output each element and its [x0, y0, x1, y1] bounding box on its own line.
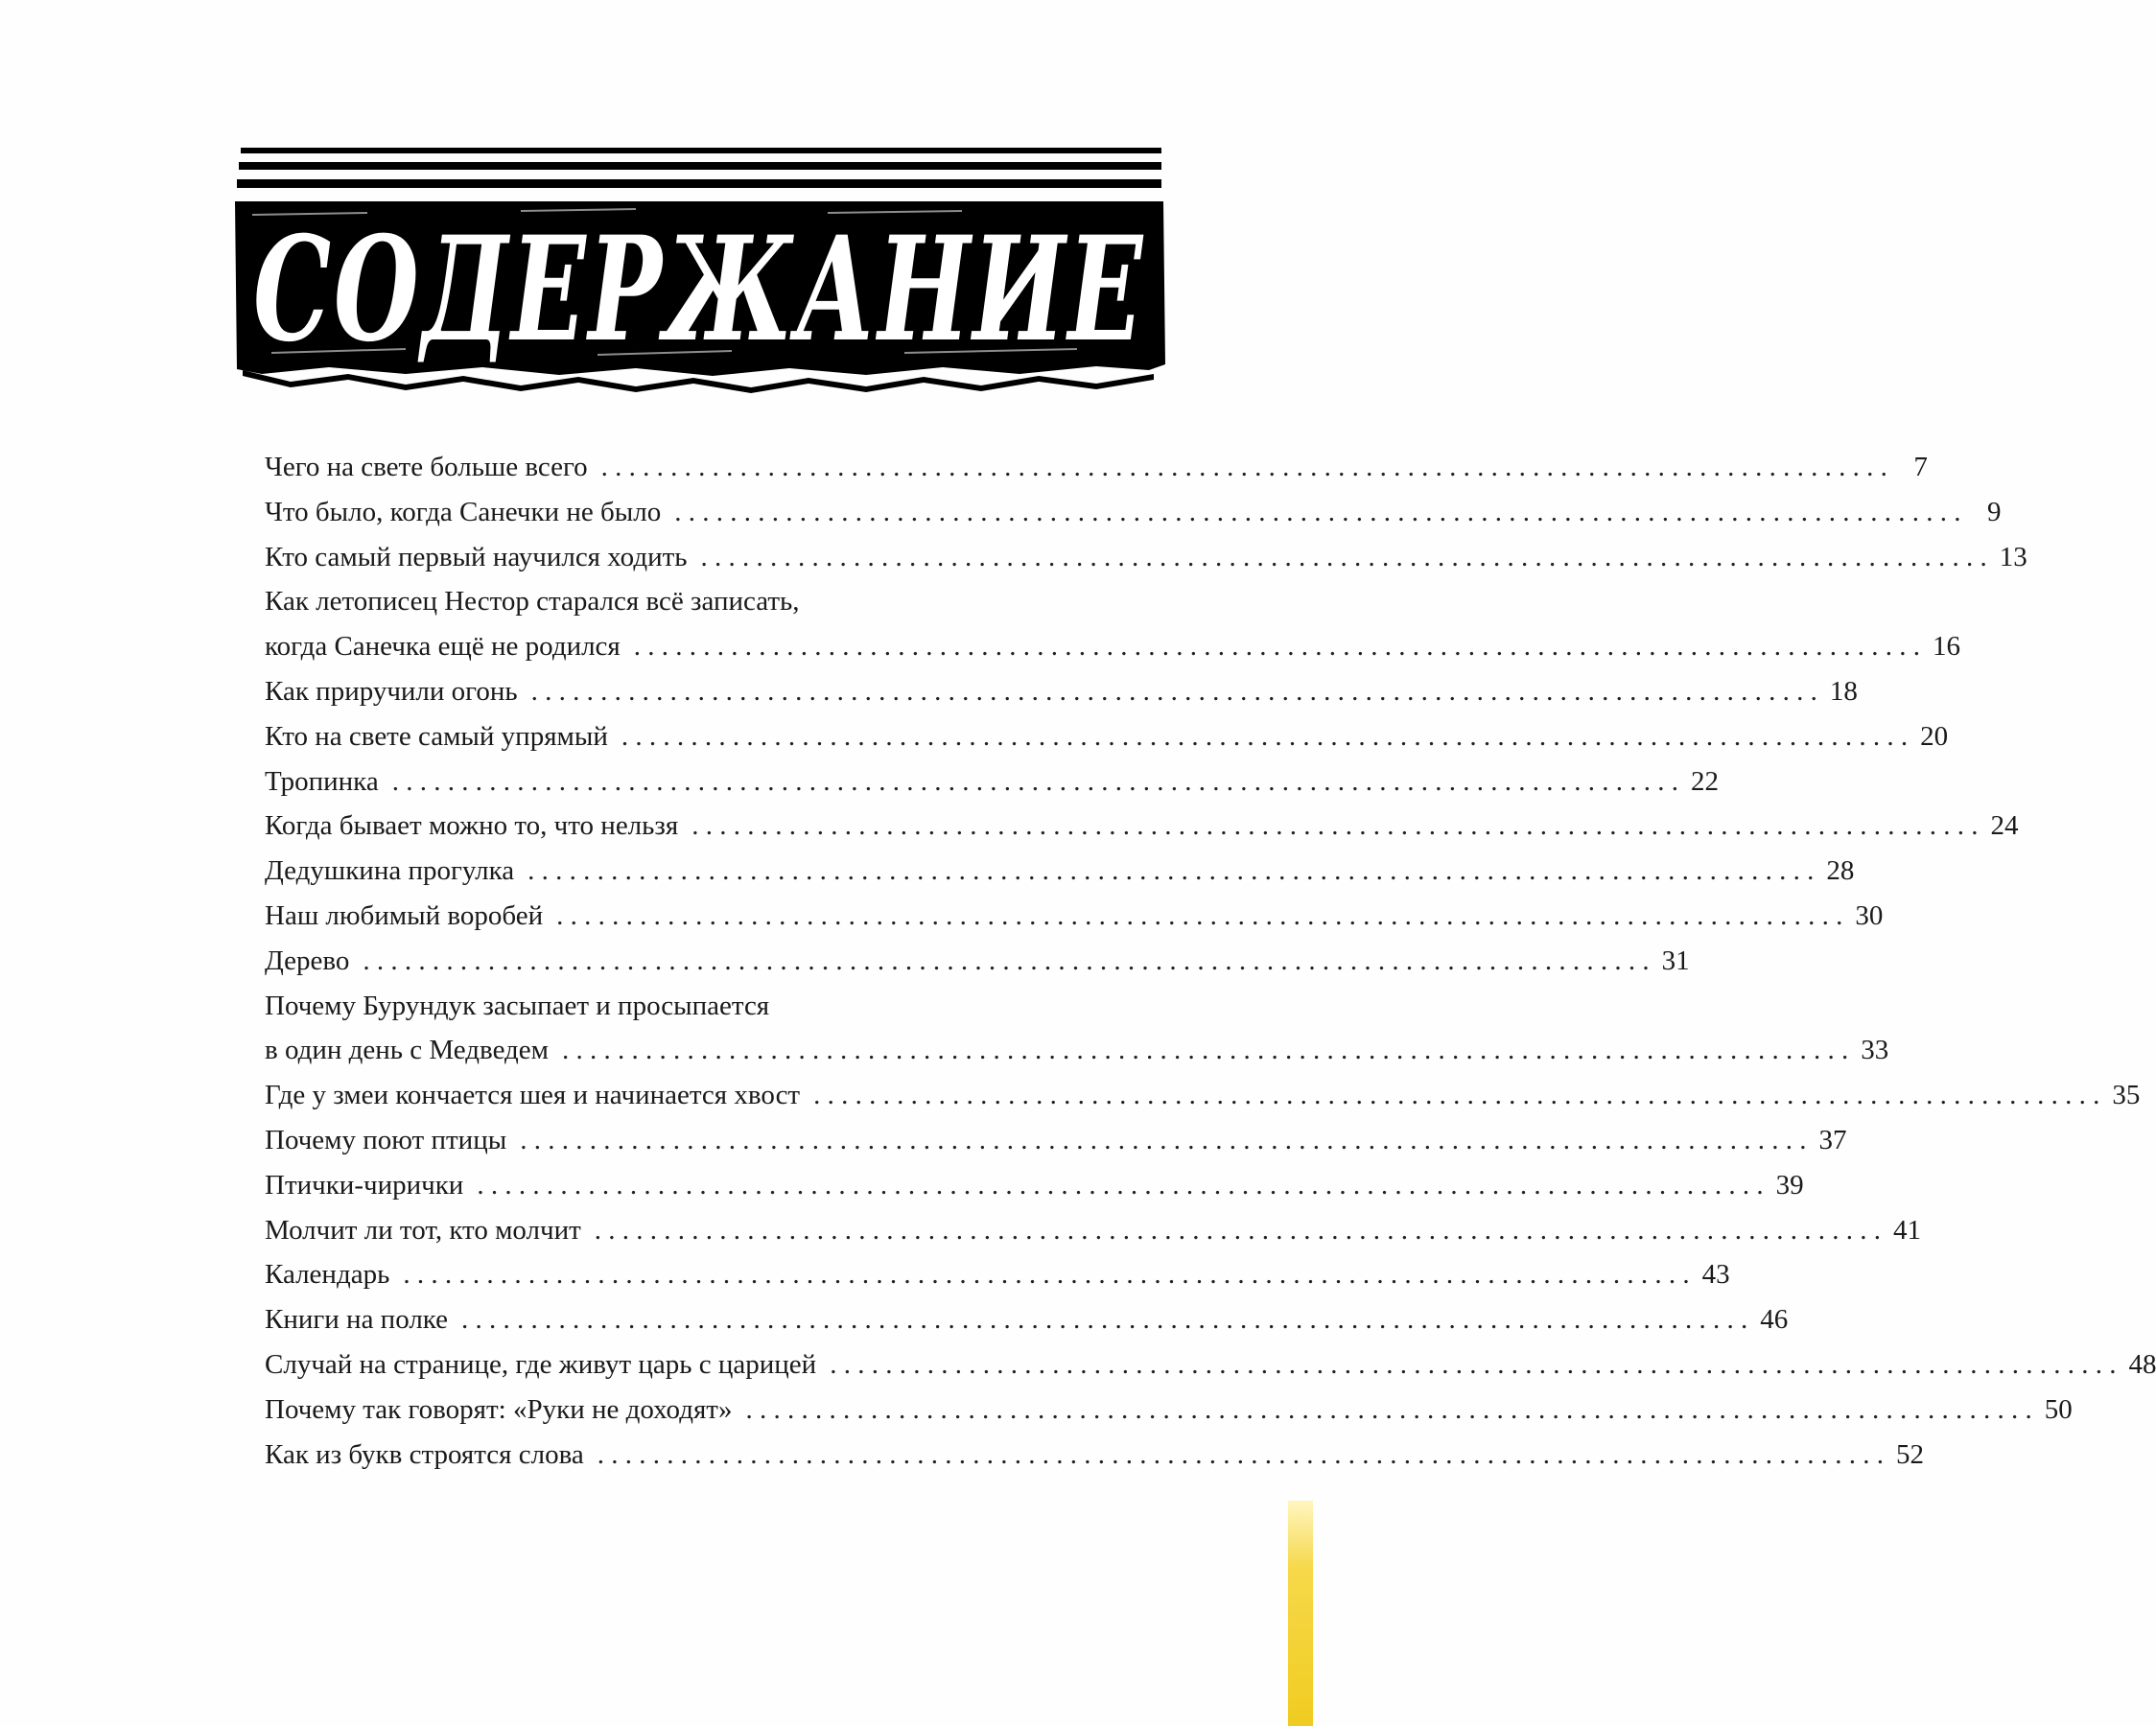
- toc-entry: [265, 804, 2019, 849]
- toc-dot-leader: [601, 445, 1887, 490]
- toc-page-number: 39: [1775, 1169, 1804, 1201]
- toc-entry: [265, 535, 2027, 580]
- toc-page-number: 52: [1896, 1438, 1925, 1470]
- toc-dot-leader: [520, 1118, 1806, 1163]
- toc-entry: [265, 1118, 1847, 1163]
- toc-entry: [265, 1252, 1730, 1297]
- toc-dot-leader: [392, 759, 1678, 805]
- toc-page-number: 37: [1818, 1124, 1847, 1155]
- toc-entry-title: Кто на свете самый упрямый: [265, 720, 608, 752]
- toc-dot-leader: [598, 1433, 1884, 1478]
- toc-dot-leader: [527, 849, 1814, 894]
- toc-dot-leader: [674, 490, 1960, 535]
- toc-page-number: 35: [2112, 1080, 2141, 1111]
- toc-entry-title: Случай на странице, где живут царь с царицей: [265, 1348, 817, 1380]
- toc-entry: [265, 939, 1690, 984]
- toc-page-number: 43: [1701, 1259, 1730, 1291]
- toc-entry-title: Наш любимый воробей: [265, 899, 544, 931]
- toc-entry: [265, 445, 1928, 490]
- toc-page-number: 48: [2128, 1348, 2156, 1380]
- page-edge-strip: [1288, 1501, 1313, 1726]
- toc-dot-leader: [813, 1073, 2099, 1118]
- toc-page-number: 7: [1913, 452, 1928, 482]
- toc-entry-title: Как из букв строятся слова: [265, 1438, 584, 1470]
- toc-entry: [265, 1433, 1925, 1478]
- toc-entry-title: Тропинка: [265, 765, 379, 797]
- page-title: СОДЕРЖАНИЕ: [253, 205, 1145, 374]
- toc-entry-title: Как летописец Нестор старался всё записать,: [265, 586, 800, 618]
- toc-page-number: 9: [1986, 496, 2002, 527]
- toc-dot-leader: [745, 1388, 2031, 1433]
- toc-entry: [265, 490, 2002, 535]
- toc-page-number: 18: [1829, 675, 1858, 707]
- toc-dot-leader: [562, 1028, 1848, 1073]
- toc-page-number: 13: [1999, 541, 2027, 572]
- toc-entry: [265, 579, 1133, 624]
- toc-entry: [265, 1208, 1922, 1253]
- toc-page-number: 33: [1861, 1035, 1889, 1066]
- toc-entry-title: Птички-чирички: [265, 1169, 464, 1201]
- toc-entry-title: Почему поют птицы: [265, 1124, 507, 1155]
- toc-dot-leader: [621, 714, 1908, 759]
- toc-page-number: 24: [1990, 810, 2019, 842]
- banner-rule-2: [239, 162, 1161, 170]
- toc-entry: [265, 669, 1858, 714]
- toc-entry-title: Календарь: [265, 1259, 390, 1291]
- toc-entry-title: Что было, когда Санечки не было: [265, 496, 662, 527]
- toc-dot-leader: [830, 1342, 2116, 1388]
- toc-entry-title: Где у змеи кончается шея и начинается хвост: [265, 1080, 801, 1111]
- toc-entry-title: Когда бывает можно то, что нельзя: [265, 810, 679, 842]
- toc-dot-leader: [595, 1208, 1881, 1253]
- toc-page-number: 50: [2044, 1393, 2073, 1425]
- toc-entry: [265, 1297, 1789, 1342]
- banner-rule-3: [237, 179, 1161, 188]
- toc-dot-leader: [477, 1163, 1763, 1208]
- toc-page-number: 30: [1855, 899, 1884, 931]
- toc-entry: [265, 1342, 2156, 1388]
- toc-entry: [265, 894, 1884, 939]
- toc-entry: [265, 759, 1719, 805]
- toc-page-number: 41: [1893, 1214, 1922, 1246]
- toc-entry-title: Дедушкина прогулка: [265, 855, 515, 887]
- toc-dot-leader: [556, 894, 1842, 939]
- toc-entry: [265, 984, 1133, 1029]
- toc-dot-leader: [403, 1252, 1689, 1297]
- toc-page-number: 22: [1690, 765, 1719, 797]
- toc-entry-title: Почему так говорят: «Руки не доходят»: [265, 1393, 733, 1425]
- toc-entry-title: когда Санечка ещё не родился: [265, 631, 621, 663]
- toc-dot-leader: [691, 804, 1978, 849]
- title-banner-graphic: [233, 148, 1165, 402]
- banner-rule-1: [241, 148, 1161, 153]
- toc-page-number: 16: [1933, 631, 1961, 663]
- toc-dot-leader: [363, 939, 1649, 984]
- toc-entry: [265, 624, 1961, 669]
- toc-entry: [265, 714, 1949, 759]
- title-banner: [233, 148, 1165, 402]
- toc-page-number: 31: [1661, 945, 1690, 976]
- toc-entry-title: Молчит ли тот, кто молчит: [265, 1214, 581, 1246]
- toc-entry: [265, 1388, 2073, 1433]
- toc-dot-leader: [634, 624, 1920, 669]
- toc-entry-title: Чего на свете больше всего: [265, 452, 588, 482]
- toc-page-number: 28: [1826, 855, 1855, 887]
- toc-entry-title: в один день с Медведем: [265, 1035, 550, 1066]
- toc-entry-title: Книги на полке: [265, 1304, 449, 1336]
- toc-entry-title: Дерево: [265, 945, 350, 976]
- toc-dot-leader: [531, 669, 1817, 714]
- toc-entry: [265, 849, 1855, 894]
- toc-entry-title: Как приручили огонь: [265, 675, 518, 707]
- toc-entry-title: Почему Бурундук засыпает и просыпается: [265, 990, 770, 1021]
- toc-page-number: 46: [1760, 1304, 1789, 1336]
- toc-entry: [265, 1073, 2141, 1118]
- toc-entry: [265, 1028, 1889, 1073]
- toc-dot-leader: [461, 1297, 1747, 1342]
- toc-dot-leader: [701, 535, 1987, 580]
- toc-entry-title: Кто самый первый научился ходить: [265, 541, 688, 572]
- table-of-contents: [265, 445, 2156, 1477]
- toc-entry: [265, 1163, 1804, 1208]
- toc-page-number: 20: [1920, 720, 1949, 752]
